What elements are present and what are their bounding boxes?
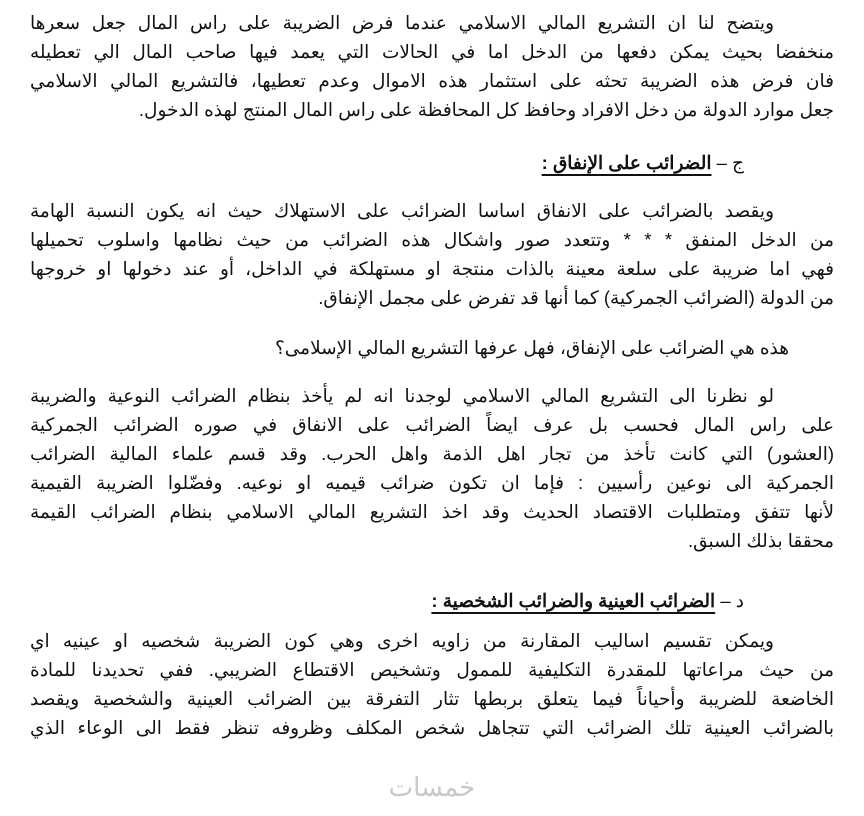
paragraph-3: [30, 381, 834, 555]
text-line: من الدولة (الضرائب الجمركية) كما أنها قد تفرض على مجمل الإنفاق.: [318, 287, 834, 308]
text-line: فان فرض هذه الضريبة تحثه على استثمار هذه الاموال وعدم تعطيها، فالتشريع المالي الاسلامي: [30, 70, 834, 91]
text-line: بالضرائب العينية تلك الضرائب التي تتجاهل شخص المكلف وظروفه تنظر فقط الى الوعاء الذي: [30, 717, 834, 738]
text-line: على راس المال فحسب بل عرف ايضاً الضرائب على الانفاق في صوره الضرائب الجمركية: [30, 414, 834, 435]
text-line: جعل موارد الدولة من دخل الافراد وحافظ كل المحافظة على راس المال المنتج لهذه الدخول.: [138, 99, 834, 120]
heading-letter: د –: [715, 590, 744, 611]
text-line: من حيث مراعاتها للمقدرة التكليفية للممول وتشخيص الاقتطاع الضريبي. ففي تحديدنا للمادة: [30, 659, 834, 680]
watermark-logo: خمسات: [388, 772, 476, 802]
paragraph-2: [30, 196, 834, 312]
text-line: ويمكن تقسيم اساليب المقارنة من زاويه اخرى وهي كون الضريبة شخصيه او عينيه اي: [30, 630, 774, 651]
text-line: ويتضح لنا ان التشريع المالي الاسلامي عندما فرض الضريبة على راس المال جعل سعرها: [30, 12, 774, 33]
heading-title: الضرائب العينية والضرائب الشخصية :: [431, 590, 716, 611]
text-line: لأنها تتفق ومتطلبات الاقتصاد الحديث وقد اخذ التشريع المالي الاسلامي بنظام الضرائب القيمة: [30, 501, 834, 522]
text-line: (العشور) التي كانت تأخذ من تجار اهل الذمة واهل الحرب. وقد قسم علماء المالية الضرائب: [30, 443, 834, 464]
section-heading-c: [542, 148, 744, 177]
text-line: من الدخل المنفق * * * وتتعدد صور واشكال هذه الضرائب من حيث نظامها واسلوب تحميلها: [30, 229, 834, 250]
heading-letter: ج –: [711, 152, 744, 173]
paragraph-4: [30, 626, 834, 742]
text-line: فهي اما ضريبة على سلعة معينة بالذات منتجة او مستهلكة في الداخل، أو عند دخولها او خروجها: [30, 258, 834, 279]
text-line: الجمركية الى نوعين رأسيين : فإما ان تكون ضرائب قيميه او نوعيه. وفضّلوا الضريبة القيمية: [30, 472, 834, 493]
text-line: الخاضعة للضريبة وأحياناً فيما يتعلق بربطها تثار التفرقة بين الضرائب العينية والشخصية ويقصد: [30, 688, 834, 709]
text-line: ويقصد بالضرائب على الانفاق اساسا الضرائب على الاستهلاك حيث انه يكون النسبة الهامة: [30, 200, 774, 221]
heading-title: الضرائب على الإنفاق :: [541, 152, 712, 173]
paragraph-1: [30, 8, 834, 124]
text-line: لو نظرنا الى التشريع المالي الاسلامي لوجدنا انه لم يأخذ بنظام الضرائب النوعية والضريبة: [30, 385, 774, 406]
text-line: محققا بذلك السبق.: [687, 530, 834, 551]
section-heading-d: [431, 586, 744, 615]
text-line: منخفضا بحيث يمكن دفعها من الدخل اما في الحالات التي يعمد فيها صاحب المال الي تعطيله: [30, 41, 834, 62]
question-line: هذه هي الضرائب على الإنفاق، فهل عرفها التشريع المالي الإسلامى؟: [274, 337, 789, 358]
